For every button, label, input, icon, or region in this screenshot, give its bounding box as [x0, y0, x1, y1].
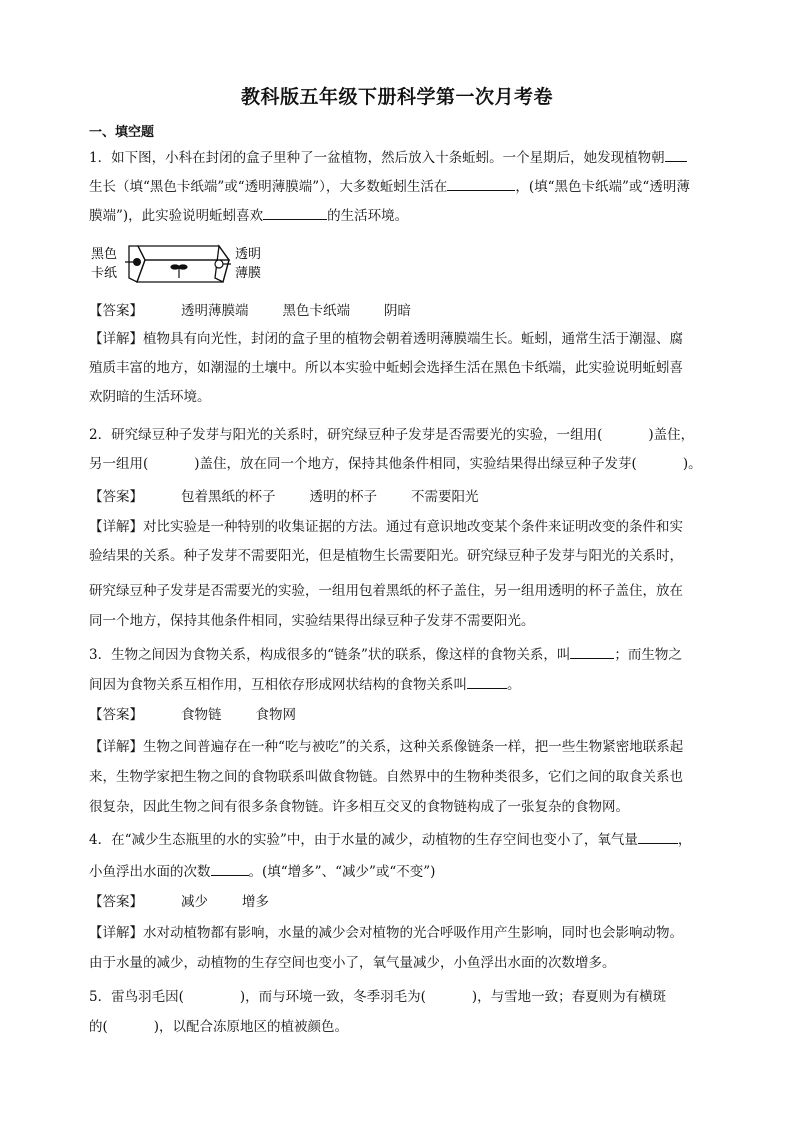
q4-line-1: 4．在“减少生态瓶里的水的实验”中，由于水量的减少，动植物的生存空间也变小了，氧气量 ， [89, 832, 692, 848]
q4-line-2: 小鱼浮出水面的次数 。(填“增多”、“减少”或“不变”) [89, 864, 436, 880]
fig-label-film-1: 透明 [235, 247, 262, 262]
q3-blank-2[interactable] [467, 675, 507, 689]
q1-blank-3[interactable] [263, 206, 327, 220]
q4-blank-2[interactable] [211, 862, 249, 876]
box-diagram [89, 240, 269, 288]
fig-label-black-2: 卡纸 [91, 266, 118, 281]
q2-answer: 【答案】 包着黑纸的杯子 透明的杯子 不需要阳光 [89, 489, 479, 505]
q1-answer: 【答案】 透明薄膜端 黑色卡纸端 阴暗 [89, 303, 411, 319]
q3-line-2: 间因为食物关系互相作用，互相依存形成网状结构的食物关系叫 。 [89, 677, 521, 693]
page-title: 教科版五年级下册科学第一次月考卷 [240, 86, 553, 108]
q3-detail-2: 来，生物学家把生物之间的食物联系叫做食物链。自然界中的生物种类很多，它们之间的取食关系也 [89, 769, 683, 785]
q2-detail-2: 验结果的关系。种子发芽不需要阳光，但是植物生长需要阳光。研究绿豆种子发芽与阳光的关系时， [89, 548, 683, 564]
q1-blank-1[interactable] [665, 148, 687, 162]
fig-label-black-1: 黑色 [91, 247, 118, 262]
fig-label-film-2: 薄膜 [235, 266, 262, 281]
q1-line-2: 生长（填“黑色卡纸端”或“透明薄膜端”），大多数蚯蚓生活在 ，(填“黑色卡纸端”或“透明薄 [89, 179, 690, 195]
q4-answer: 【答案】 减少 增多 [89, 894, 269, 910]
q3-detail-1: 【详解】生物之间普遍存在一种“吃与被吃”的关系，这种关系像链条一样，把一些生物紧密地联系起 [89, 739, 684, 755]
q4-detail-1: 【详解】水对动植物都有影响，水量的减少会对植物的光合呼吸作用产生影响，同时也会影响动物。 [89, 925, 683, 941]
q1-detail-3: 欢阴暗的生活环境。 [89, 389, 211, 405]
q2-detail-3: 研究绿豆种子发芽是否需要光的实验，一组用包着黑纸的杯子盖住，另一组用透明的杯子盖住，放在 [89, 583, 683, 599]
section-heading: 一、填空题 [89, 125, 155, 140]
q3-detail-3: 很复杂，因此生物之间有很多条食物链。许多相互交叉的食物链构成了一张复杂的食物网。 [89, 799, 629, 815]
q3-blank-1[interactable] [570, 645, 614, 659]
q1-detail-2: 殖质丰富的地方，如潮湿的土壤中。所以本实验中蚯蚓会选择生活在黑色卡纸端，此实验说明蚯蚓喜 [89, 360, 683, 376]
q1-detail-1: 【详解】植物具有向光性，封闭的盒子里的植物会朝着透明薄膜端生长。蚯蚓，通常生活于潮湿、腐 [89, 331, 683, 347]
q1-blank-2[interactable] [447, 177, 515, 191]
q4-detail-2: 由于水量的减少，动植物的生存空间也变小了，氧气量减少，小鱼浮出水面的次数增多。 [89, 955, 616, 971]
q2-detail-1: 【详解】对比实验是一种特别的收集证据的方法。通过有意识地改变某个条件来证明改变的条件和实 [89, 519, 683, 535]
q4-blank-1[interactable] [638, 830, 678, 844]
q1-line-1: 1．如下图，小科在封闭的盒子里种了一盆植物，然后放入十条蚯蚓。一个星期后，她发现植物朝 [89, 148, 687, 167]
q2-detail-4: 同一个地方，保持其他条件相同，实验结果得出绿豆种子发芽不需要阳光。 [89, 613, 535, 629]
black-card-marker [133, 258, 141, 266]
q3-line-1: 3．生物之间因为食物关系，构成很多的“链条”状的联系，像这样的食物关系，叫 ；而生物之 [89, 647, 682, 663]
q2-line-1: 2．研究绿豆种子发芽与阳光的关系时，研究绿豆种子发芽是否需要光的实验，一组用( )盖住， [89, 427, 695, 443]
q3-answer: 【答案】 食物链 食物网 [89, 707, 296, 723]
sprout-icon [171, 265, 187, 278]
q2-line-2: 另一组用( )盖住，放在同一个地方，保持其他条件相同，实验结果得出绿豆种子发芽( )。 [89, 456, 702, 472]
q5-line-2: 的( )，以配合冻原地区的植被颜色。 [89, 1019, 349, 1035]
film-marker [215, 260, 223, 268]
q1-line-3: 膜端”)，此实验说明蚯蚓喜欢 的生活环境。 [89, 208, 409, 224]
q5-line-1: 5．雷鸟羽毛因( )，而与环境一致，冬季羽毛为( )，与雪地一致；春夏则为有横斑 [89, 989, 667, 1005]
